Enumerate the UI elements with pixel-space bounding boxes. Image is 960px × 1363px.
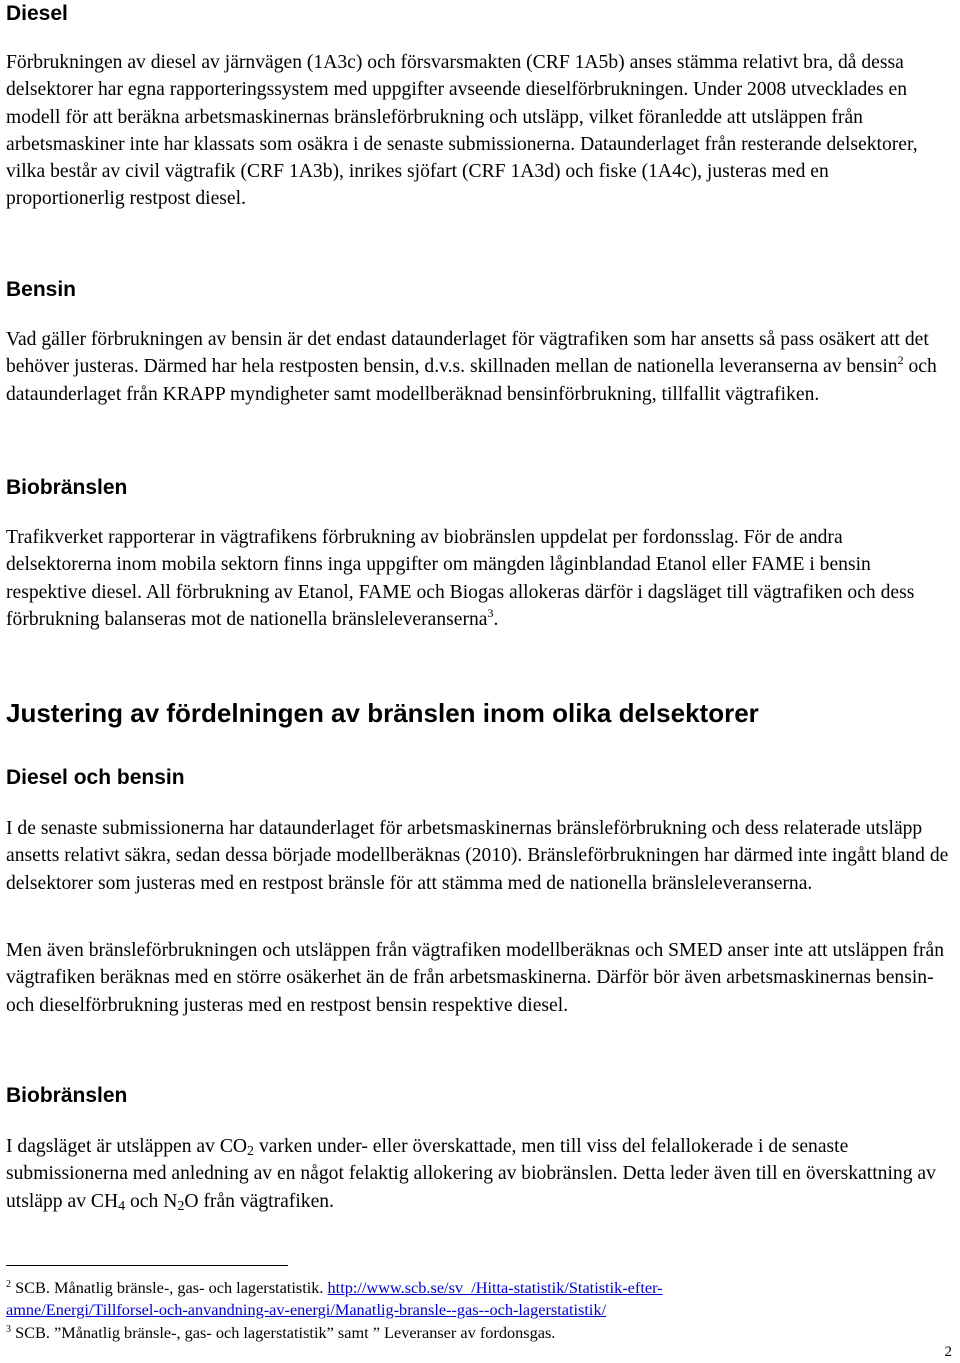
footnote-3-mark: 3 bbox=[6, 1324, 11, 1335]
paragraph-biobranslen-2-text-a: I dagsläget är utsläppen av CO bbox=[6, 1136, 248, 1157]
paragraph-biobranslen-2-text-d: O från vägtrafiken. bbox=[184, 1190, 334, 1212]
heading-diesel: Diesel bbox=[6, 2, 68, 25]
footnote-ref-3: 3 bbox=[487, 605, 494, 620]
footnote-2-text: SCB. Månatlig bränsle-, gas- och lagerstatistik. bbox=[11, 1278, 328, 1297]
footnote-ref-2: 2 bbox=[897, 353, 904, 368]
paragraph-bensin-text-b: och dataunderlaget från KRAPP myndigheter samt modellberäknad bensinförbrukning, tillfallit vägtrafiken. bbox=[6, 356, 937, 405]
heading-biobranslen-1: Biobränslen bbox=[6, 476, 128, 499]
paragraph-diesel-bensin-2: Men även bränsleförbrukningen och utsläppen från vägtrafiken modellberäknas och SMED anser inte att utsläppen från vägtrafiken beräknas med en större osäkerhet än de från arbetsmaskinerna. Därför bör även arbetsmaskinernas bensin- och dieselförbrukning justeras med en restpost bensin respektive diesel. bbox=[6, 940, 945, 1016]
paragraph-diesel: Förbrukningen av diesel av järnvägen (1A3c) och försvarsmakten (CRF 1A5b) anses stämma relativt bra, då dessa delsektorer har egna rapporteringssystem med uppgifter avseende dieselförbrukningen. Under 2008 utvecklades en modell för att beräkna arbetsmaskinernas bränsleförbrukning och utsläpp, vilket föranledde att utsläppen från arbetsmaskiner inte har klassats som osäkra i de senaste submissionerna. Dataunderlaget från resterande delsektorer, vilka består av civil vägtrafik (CRF 1A3b), inrikes sjöfart (CRF 1A3d) och fiske (1A4c), justeras med en proportionerlig restpost diesel. bbox=[6, 52, 918, 210]
paragraph-biobranslen-2-text-b: varken under- eller överskattade, men till viss del felallokerade i de senaste submissionerna med anledning av en något felaktig allokering av biobränslen. Detta leder även till en överskattning av utsläpp av CH bbox=[6, 1136, 936, 1212]
paragraph-biobranslen-1 bbox=[6, 524, 952, 633]
heading-diesel-och-bensin: Diesel och bensin bbox=[6, 766, 185, 789]
subscript-ch4: 4 bbox=[118, 1198, 126, 1214]
subscript-co2: 2 bbox=[247, 1144, 255, 1159]
subscript-n2o: 2 bbox=[177, 1198, 185, 1214]
paragraph-biobranslen-1-text-a: Trafikverket rapporterar in vägtrafikens förbrukning av biobränslen uppdelat per fordonsslag. För de andra delsektorerna inom mobila sektorn finns inga uppgifter om mängden låginblandad Etanol eller FAME i bensin respektive diesel. All förbrukning av Etanol, FAME och Biogas allokeras därför i dagsläget till vägtrafiken och dess förbrukning balanseras mot de nationella bränsleleveranserna bbox=[6, 527, 915, 630]
paragraph-biobranslen-2 bbox=[6, 1133, 952, 1215]
footnote-3-text: SCB. ”Månatlig bränsle-, gas- och lagerstatistik” samt ” Leveranser av fordonsgas. bbox=[11, 1323, 556, 1342]
footnote-2 bbox=[6, 1277, 952, 1320]
paragraph-diesel-bensin-1: I de senaste submissionerna har dataunderlaget för arbetsmaskinernas bränsleförbrukning och dess relaterade utsläpp ansetts relativt säkra, sedan dessa började modellberäknas (2010). Bränsleförbrukningen har därmed inte ingått bland de delsektorer som justeras med en restpost bränsle för att stämma med de nationella bränsleleveranserna. bbox=[6, 818, 949, 894]
heading-bensin: Bensin bbox=[6, 278, 77, 301]
footnote-3 bbox=[6, 1322, 952, 1344]
footnote-2-link-part-1[interactable]: http://www.scb.se/sv_/Hitta-statistik/Statistik-efter- bbox=[327, 1278, 663, 1297]
paragraph-biobranslen-2-text-c: och N bbox=[125, 1190, 178, 1212]
heading-justering: Justering av fördelningen av bränslen inom olika delsektorer bbox=[6, 698, 759, 728]
paragraph-bensin-text-a: Vad gäller förbrukningen av bensin är det endast dataunderlaget för vägtrafiken som har ansetts så pass osäkert att det behöver justeras. Därmed har hela restposten bensin, d.v.s. skillnaden mellan de nationella leveranserna av bensin bbox=[6, 329, 929, 378]
page-number: 2 bbox=[944, 1344, 952, 1360]
footnote-2-link-part-2[interactable]: amne/Energi/Tillforsel-och-anvandning-av-energi/Manatlig-bransle--gas--och-lagerstatistik/ bbox=[6, 1299, 607, 1319]
paragraph-biobranslen-1-text-b: . bbox=[493, 608, 499, 630]
footnote-divider bbox=[6, 1265, 288, 1266]
heading-biobranslen-2: Biobränslen bbox=[6, 1084, 128, 1107]
footnote-2-mark: 2 bbox=[6, 1279, 11, 1290]
paragraph-bensin bbox=[6, 326, 952, 408]
